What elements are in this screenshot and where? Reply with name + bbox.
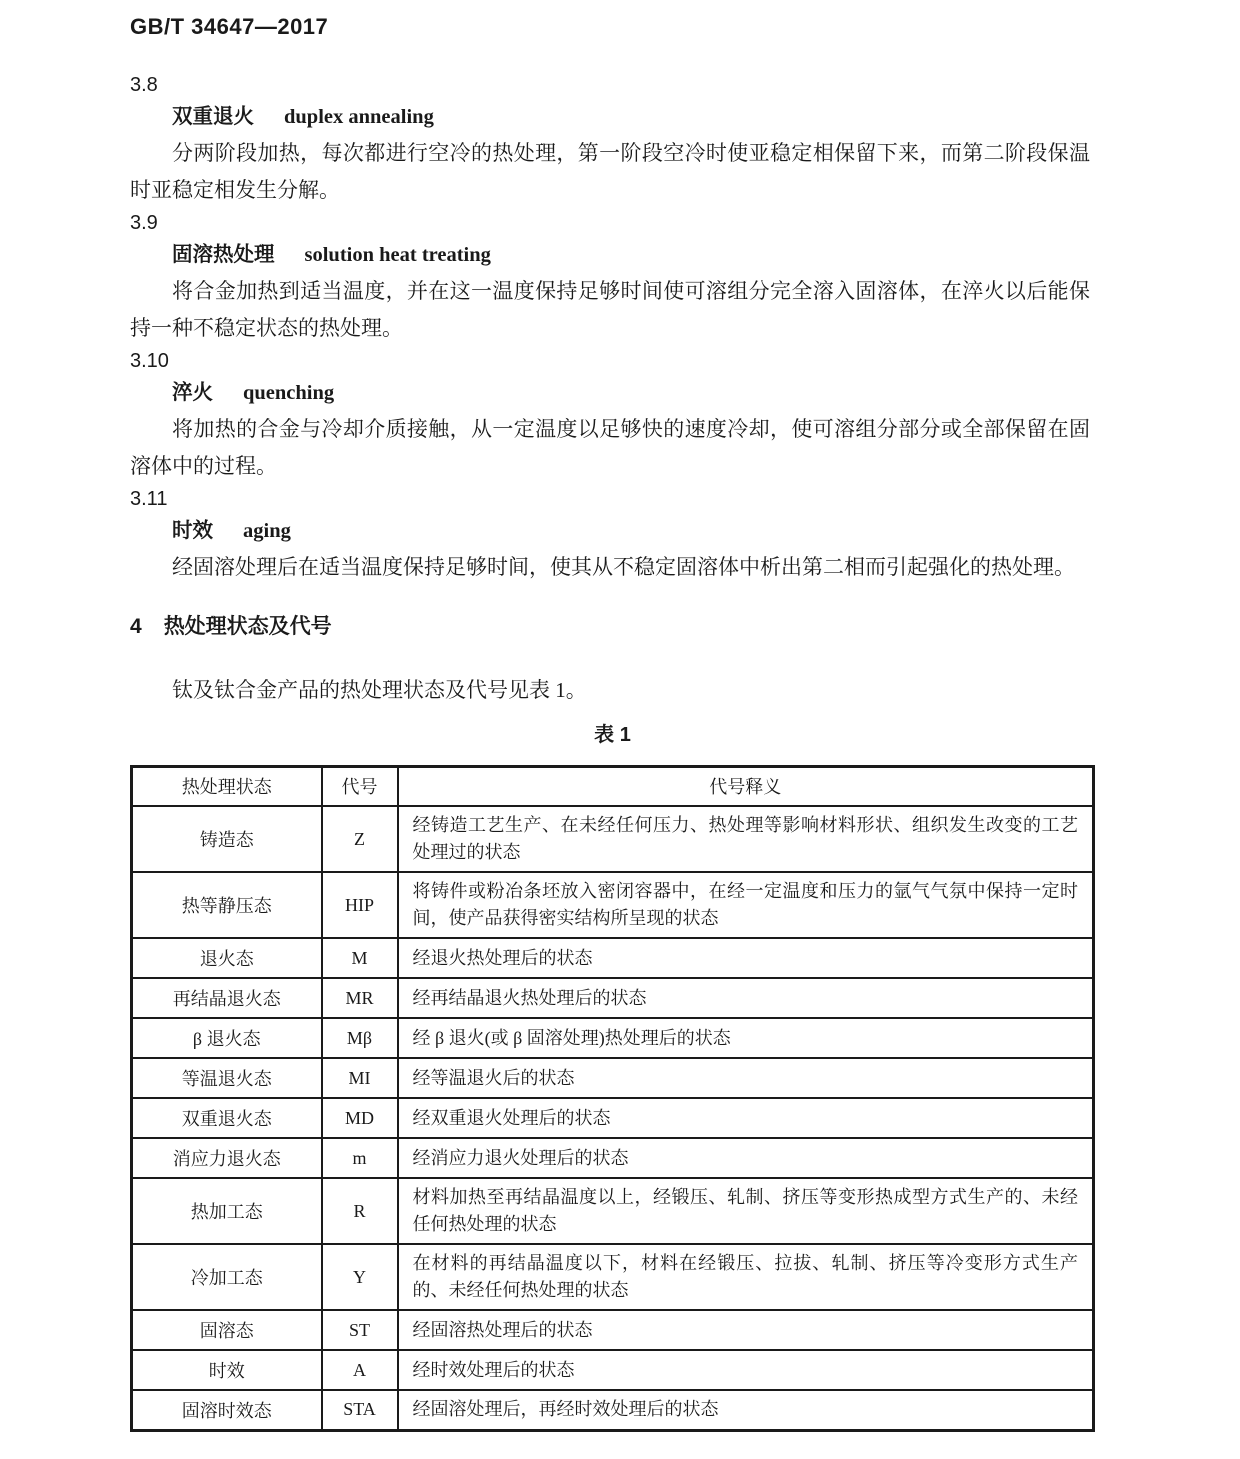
- cell-code: STA: [322, 1390, 398, 1430]
- cell-meaning: 经退火热处理后的状态: [398, 938, 1094, 978]
- table-row: [132, 1390, 1094, 1430]
- cell-state: 热等静压态: [132, 872, 322, 938]
- table-row: [132, 872, 1094, 938]
- cell-state: 等温退火态: [132, 1058, 322, 1098]
- terms-section: [130, 70, 1095, 586]
- table-row: [132, 1058, 1094, 1098]
- cell-meaning: 在材料的再结晶温度以下，材料在经锻压、拉拔、轧制、挤压等冷变形方式生产的、未经任何热处理的状态: [398, 1244, 1094, 1310]
- cell-code: R: [322, 1178, 398, 1244]
- cell-state: 固溶时效态: [132, 1390, 322, 1430]
- chapter-intro: 钛及钛合金产品的热处理状态及代号见表 1。: [172, 677, 587, 702]
- table-caption: 表 1: [594, 723, 631, 746]
- term-definition: 经固溶处理后在适当温度保持足够时间，使其从不稳定固溶体中析出第二相而引起强化的热处理。: [172, 555, 1075, 579]
- table-row: [132, 1178, 1094, 1244]
- cell-meaning: 材料加热至再结晶温度以上，经锻压、轧制、挤压等变形热成型方式生产的、未经任何热处理的状态: [398, 1178, 1094, 1244]
- cell-meaning: 经双重退火处理后的状态: [398, 1098, 1094, 1138]
- cell-state: 退火态: [132, 938, 322, 978]
- chapter-number: 4: [130, 614, 142, 638]
- term-zh: 淬火: [172, 381, 213, 404]
- table-header-row: [132, 766, 1094, 806]
- table-row: [132, 938, 1094, 978]
- header-code: 代号: [322, 766, 398, 806]
- cell-state: 热加工态: [132, 1178, 322, 1244]
- header-state: 热处理状态: [132, 766, 322, 806]
- cell-code: m: [322, 1138, 398, 1178]
- term-block: [130, 208, 1095, 346]
- table-row: [132, 1018, 1094, 1058]
- cell-state: 冷加工态: [132, 1244, 322, 1310]
- cell-code: HIP: [322, 872, 398, 938]
- cell-state: 时效: [132, 1350, 322, 1390]
- term-line: [172, 514, 1095, 549]
- cell-code: M: [322, 938, 398, 978]
- cell-meaning: 经再结晶退火热处理后的状态: [398, 978, 1094, 1018]
- cell-meaning: 经铸造工艺生产、在未经任何压力、热处理等影响材料形状、组织发生改变的工艺处理过的状态: [398, 806, 1094, 872]
- standard-number: GB/T 34647—2017: [130, 14, 329, 39]
- cell-meaning: 经 β 退火(或 β 固溶处理)热处理后的状态: [398, 1018, 1094, 1058]
- chapter-title: 热处理状态及代号: [163, 614, 332, 638]
- term-zh: 双重退火: [172, 105, 254, 128]
- clause-number: 3.9: [130, 212, 158, 234]
- term-definition: 将加热的合金与冷却介质接触，从一定温度以足够快的速度冷却，使可溶组分部分或全部保留在固溶体中的过程。: [130, 417, 1090, 478]
- cell-code: MI: [322, 1058, 398, 1098]
- term-line: [172, 100, 1095, 135]
- term-en: aging: [243, 520, 291, 542]
- cell-meaning: 经时效处理后的状态: [398, 1350, 1094, 1390]
- term-zh: 时效: [172, 519, 213, 542]
- cell-state: 固溶态: [132, 1310, 322, 1350]
- table-row: [132, 1350, 1094, 1390]
- term-block: [130, 70, 1095, 208]
- term-definition: 将合金加热到适当温度，并在这一温度保持足够时间使可溶组分完全溶入固溶体，在淬火以后能保持一种不稳定状态的热处理。: [130, 279, 1090, 340]
- cell-state: 消应力退火态: [132, 1138, 322, 1178]
- cell-code: MD: [322, 1098, 398, 1138]
- cell-meaning: 将铸件或粉冶条坯放入密闭容器中，在经一定温度和压力的氩气气氛中保持一定时间，使产品获得密实结构所呈现的状态: [398, 872, 1094, 938]
- term-en: quenching: [243, 382, 335, 404]
- cell-state: 铸造态: [132, 806, 322, 872]
- cell-code: A: [322, 1350, 398, 1390]
- cell-meaning: 经等温退火后的状态: [398, 1058, 1094, 1098]
- cell-code: ST: [322, 1310, 398, 1350]
- clause-number: 3.11: [130, 488, 168, 510]
- table-row: [132, 1098, 1094, 1138]
- cell-code: Z: [322, 806, 398, 872]
- cell-meaning: 经固溶处理后，再经时效处理后的状态: [398, 1390, 1094, 1430]
- cell-meaning: 经固溶热处理后的状态: [398, 1310, 1094, 1350]
- clause-number: 3.10: [130, 350, 169, 372]
- term-en: solution heat treating: [304, 244, 491, 266]
- term-zh: 固溶热处理: [172, 243, 275, 266]
- heat-treatment-table: [130, 765, 1095, 1432]
- table-row: [132, 1138, 1094, 1178]
- cell-code: Mβ: [322, 1018, 398, 1058]
- table-row: [132, 978, 1094, 1018]
- table-row: [132, 1244, 1094, 1310]
- table-row: [132, 1310, 1094, 1350]
- term-definition: 分两阶段加热，每次都进行空冷的热处理，第一阶段空冷时使亚稳定相保留下来，而第二阶段保温时亚稳定相发生分解。: [130, 141, 1090, 202]
- term-line: [172, 376, 1095, 411]
- term-en: duplex annealing: [284, 106, 434, 128]
- header-meaning: 代号释义: [398, 766, 1094, 806]
- cell-code: Y: [322, 1244, 398, 1310]
- chapter-heading: [130, 612, 1095, 642]
- term-line: [172, 238, 1095, 273]
- cell-state: 双重退火态: [132, 1098, 322, 1138]
- cell-code: MR: [322, 978, 398, 1018]
- table-row: [132, 806, 1094, 872]
- term-block: [130, 346, 1095, 484]
- clause-number: 3.8: [130, 74, 158, 96]
- cell-state: 再结晶退火态: [132, 978, 322, 1018]
- cell-state: β 退火态: [132, 1018, 322, 1058]
- cell-meaning: 经消应力退火处理后的状态: [398, 1138, 1094, 1178]
- term-block: [130, 484, 1095, 586]
